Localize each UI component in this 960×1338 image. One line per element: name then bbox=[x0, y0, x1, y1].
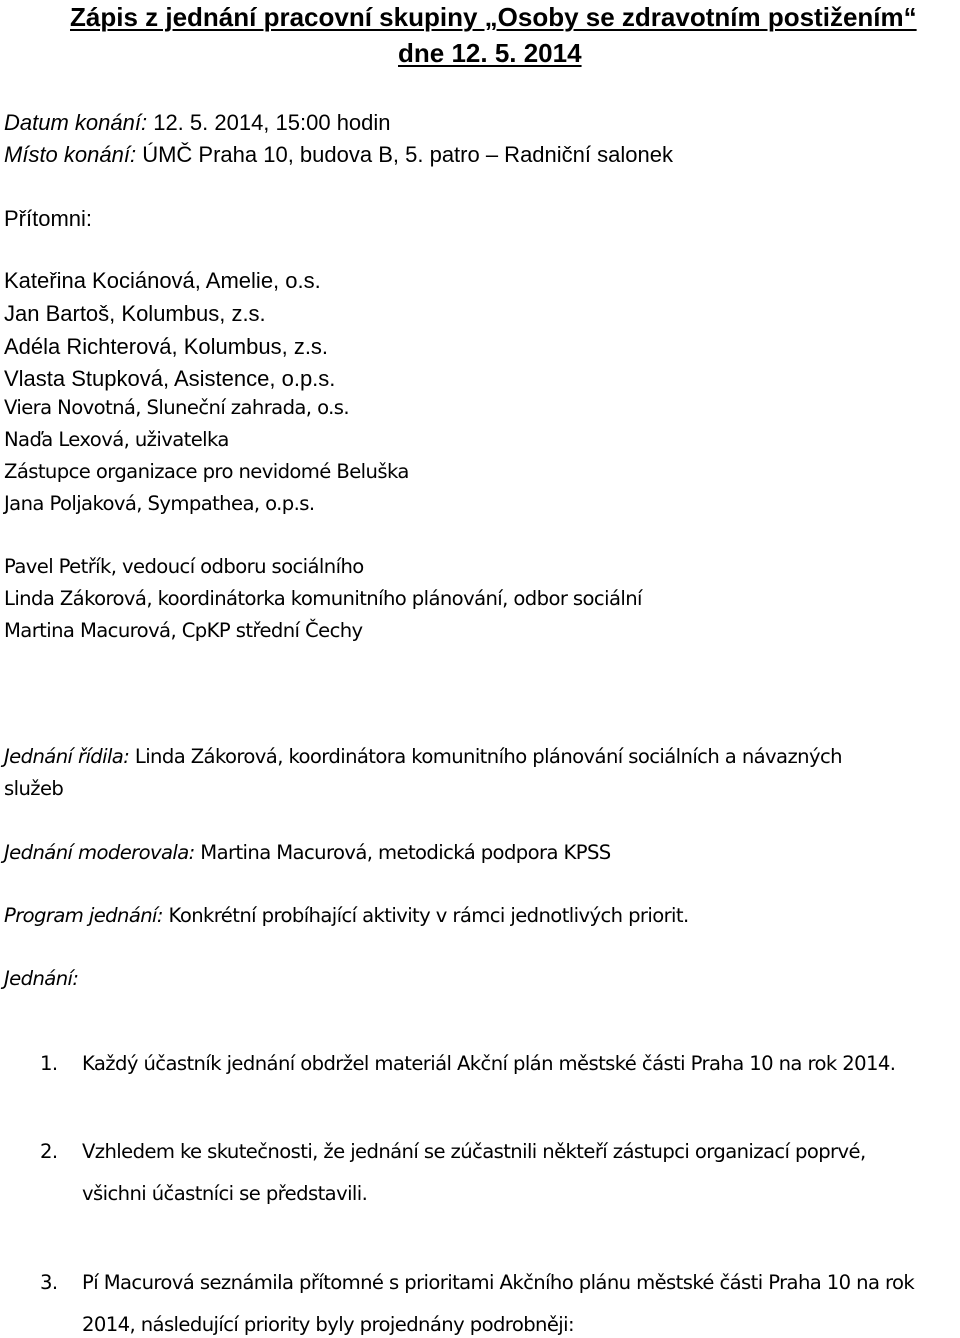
proceedings-item-text: 2014, následující priority byly projednány podrobněji: bbox=[82, 1313, 575, 1336]
proceedings-item-number: 1. bbox=[40, 1052, 58, 1075]
proceedings-item-text: všichni účastníci se představili. bbox=[82, 1182, 368, 1205]
document-title-line-1: Zápis z jednání pracovní skupiny „Osoby se zdravotním postižením“ bbox=[70, 2, 917, 32]
proceedings-item-number: 2. bbox=[40, 1140, 58, 1163]
chair-value-continued: služeb bbox=[4, 777, 64, 800]
attendee-list-item: Vlasta Stupková, Asistence, o.p.s. bbox=[4, 366, 336, 391]
chair-value: Linda Zákorová, koordinátora komunitního plánování sociálních a návazných bbox=[134, 745, 842, 768]
document-title-line-2: dne 12. 5. 2014 bbox=[398, 38, 582, 68]
program-line bbox=[4, 906, 689, 926]
attendee-list-item: Zástupce organizace pro nevidomé Beluška bbox=[4, 460, 409, 483]
staff-list-item: Pavel Petřík, vedoucí odboru sociálního bbox=[4, 555, 364, 578]
moderator-value: Martina Macurová, metodická podpora KPSS bbox=[200, 841, 611, 864]
staff-list-item: Martina Macurová, CpKP střední Čechy bbox=[4, 619, 363, 642]
program-label: Program jednání: bbox=[4, 904, 163, 927]
proceedings-item-text: Pí Macurová seznámila přítomné s prioritami Akčního plánu městské části Praha 10 na rok bbox=[82, 1271, 915, 1294]
attendee-list-item: Adéla Richterová, Kolumbus, z.s. bbox=[4, 334, 329, 359]
moderator-line bbox=[4, 843, 611, 863]
attendee-list-item: Jan Bartoš, Kolumbus, z.s. bbox=[4, 301, 266, 326]
proceedings-label: Jednání: bbox=[4, 967, 79, 990]
chair-line bbox=[4, 747, 842, 767]
meeting-place bbox=[4, 144, 673, 166]
chair-label: Jednání řídila: bbox=[4, 745, 130, 768]
attendee-list-item: Kateřina Kociánová, Amelie, o.s. bbox=[4, 268, 321, 293]
meeting-date-value: 12. 5. 2014, 15:00 hodin bbox=[153, 110, 391, 135]
program-value: Konkrétní probíhající aktivity v rámci jednotlivých priorit. bbox=[168, 904, 689, 927]
attendee-list-item: Naďa Lexová, uživatelka bbox=[4, 428, 229, 451]
attendee-list-item: Viera Novotná, Sluneční zahrada, o.s. bbox=[4, 396, 349, 419]
attendee-list-item: Jana Poljaková, Sympathea, o.p.s. bbox=[4, 492, 315, 515]
attendees-label: Přítomni: bbox=[4, 206, 93, 231]
staff-list-item: Linda Zákorová, koordinátorka komunitního plánování, odbor sociální bbox=[4, 587, 642, 610]
moderator-label: Jednání moderovala: bbox=[4, 841, 195, 864]
proceedings-item-text: Vzhledem ke skutečnosti, že jednání se zúčastnili někteří zástupci organizací poprvé, bbox=[82, 1140, 866, 1163]
meeting-date-label: Datum konání: bbox=[4, 110, 148, 135]
proceedings-item-number: 3. bbox=[40, 1271, 58, 1294]
meeting-date bbox=[4, 112, 391, 134]
meeting-place-label: Místo konání: bbox=[4, 142, 137, 167]
proceedings-item-text: Každý účastník jednání obdržel materiál Akční plán městské části Praha 10 na rok 2014. bbox=[82, 1052, 896, 1075]
meeting-place-value: ÚMČ Praha 10, budova B, 5. patro – Radniční salonek bbox=[142, 142, 673, 167]
